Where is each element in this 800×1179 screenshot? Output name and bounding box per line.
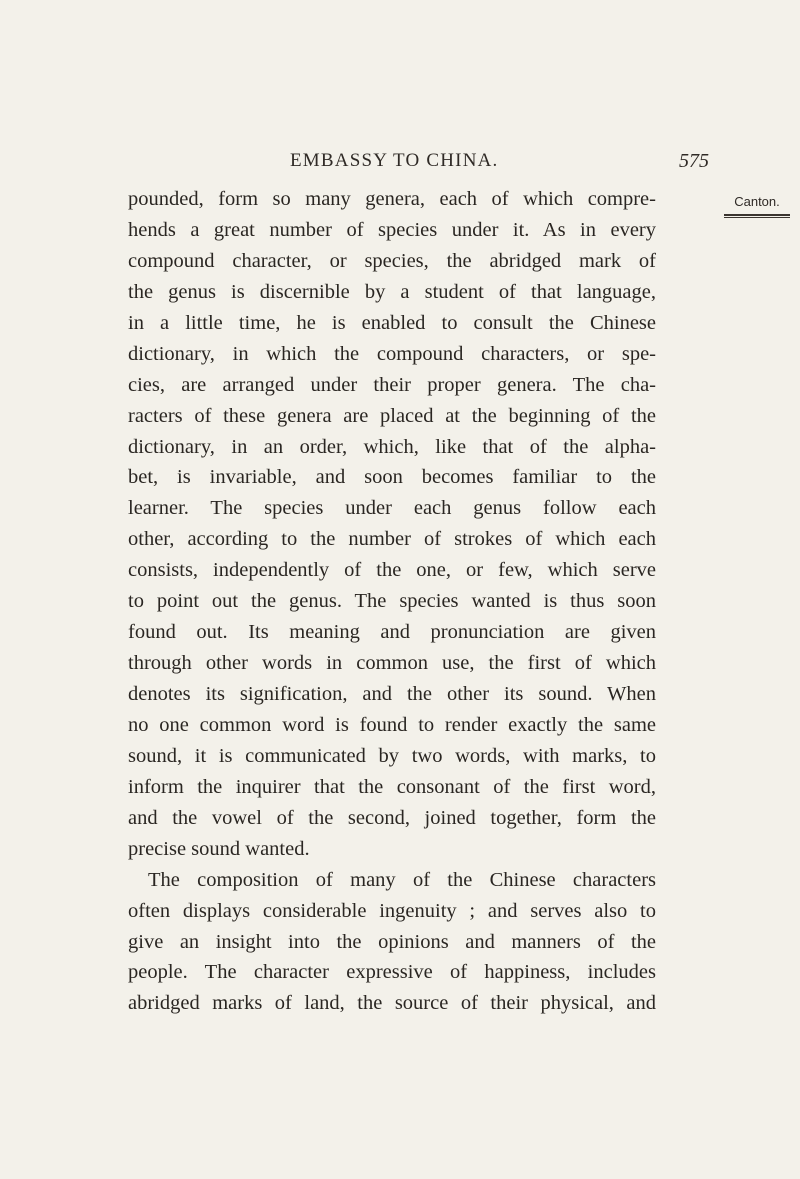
body-text xyxy=(128,184,656,1019)
text-line: people. The character expressive of happiness, includes xyxy=(128,961,656,984)
text-line: inform the inquirer that the consonant of the first word, xyxy=(128,775,656,798)
text-line: through other words in common use, the first of which xyxy=(128,652,656,675)
text-line: dictionary, in which the compound characters, or spe- xyxy=(128,342,656,365)
text-line: in a little time, he is enabled to consult the Chinese xyxy=(128,311,656,334)
text-line: other, according to the number of strokes of which each xyxy=(128,528,656,551)
text-line: compound character, or species, the abridged mark of xyxy=(128,249,656,272)
text-line: found out. Its meaning and pronunciation are given xyxy=(128,621,656,644)
text-line: denotes its signification, and the other its sound. When xyxy=(128,683,656,705)
paragraph-end-line: precise sound wanted. xyxy=(128,837,310,860)
margin-note-rule xyxy=(724,214,790,218)
text-line: abridged marks of land, the source of their physical, and xyxy=(128,992,656,1015)
text-line: cies, are arranged under their proper genera. The cha- xyxy=(128,373,656,396)
text-line: racters of these genera are placed at the beginning of the xyxy=(128,404,656,427)
text-line: hends a great number of species under it. As in every xyxy=(128,218,656,241)
text-line: to point out the genus. The species wanted is thus soon xyxy=(128,590,656,613)
margin-note xyxy=(720,194,794,218)
text-line: learner. The species under each genus follow each xyxy=(128,497,656,520)
text-line: often displays considerable ingenuity ; and serves also to xyxy=(128,899,656,922)
text-line: consists, independently of the one, or few, which serve xyxy=(128,559,656,582)
text-line: sound, it is communicated by two words, with marks, to xyxy=(128,744,656,767)
paragraph-start-line: The composition of many of the Chinese characters xyxy=(148,868,656,891)
margin-note-text: Canton. xyxy=(734,194,780,209)
text-line: no one common word is found to render exactly the same xyxy=(128,713,656,736)
text-line: bet, is invariable, and soon becomes familiar to the xyxy=(128,466,656,489)
text-line: dictionary, in an order, which, like that of the alpha- xyxy=(128,435,656,458)
page-number: 575 xyxy=(679,150,709,172)
text-line: and the vowel of the second, joined together, form the xyxy=(128,806,656,829)
text-line: the genus is discernible by a student of that language, xyxy=(128,280,656,303)
text-line: pounded, form so many genera, each of which compre- xyxy=(128,188,656,210)
text-line: give an insight into the opinions and manners of the xyxy=(128,930,656,953)
running-head: EMBASSY TO CHINA. xyxy=(290,150,499,171)
